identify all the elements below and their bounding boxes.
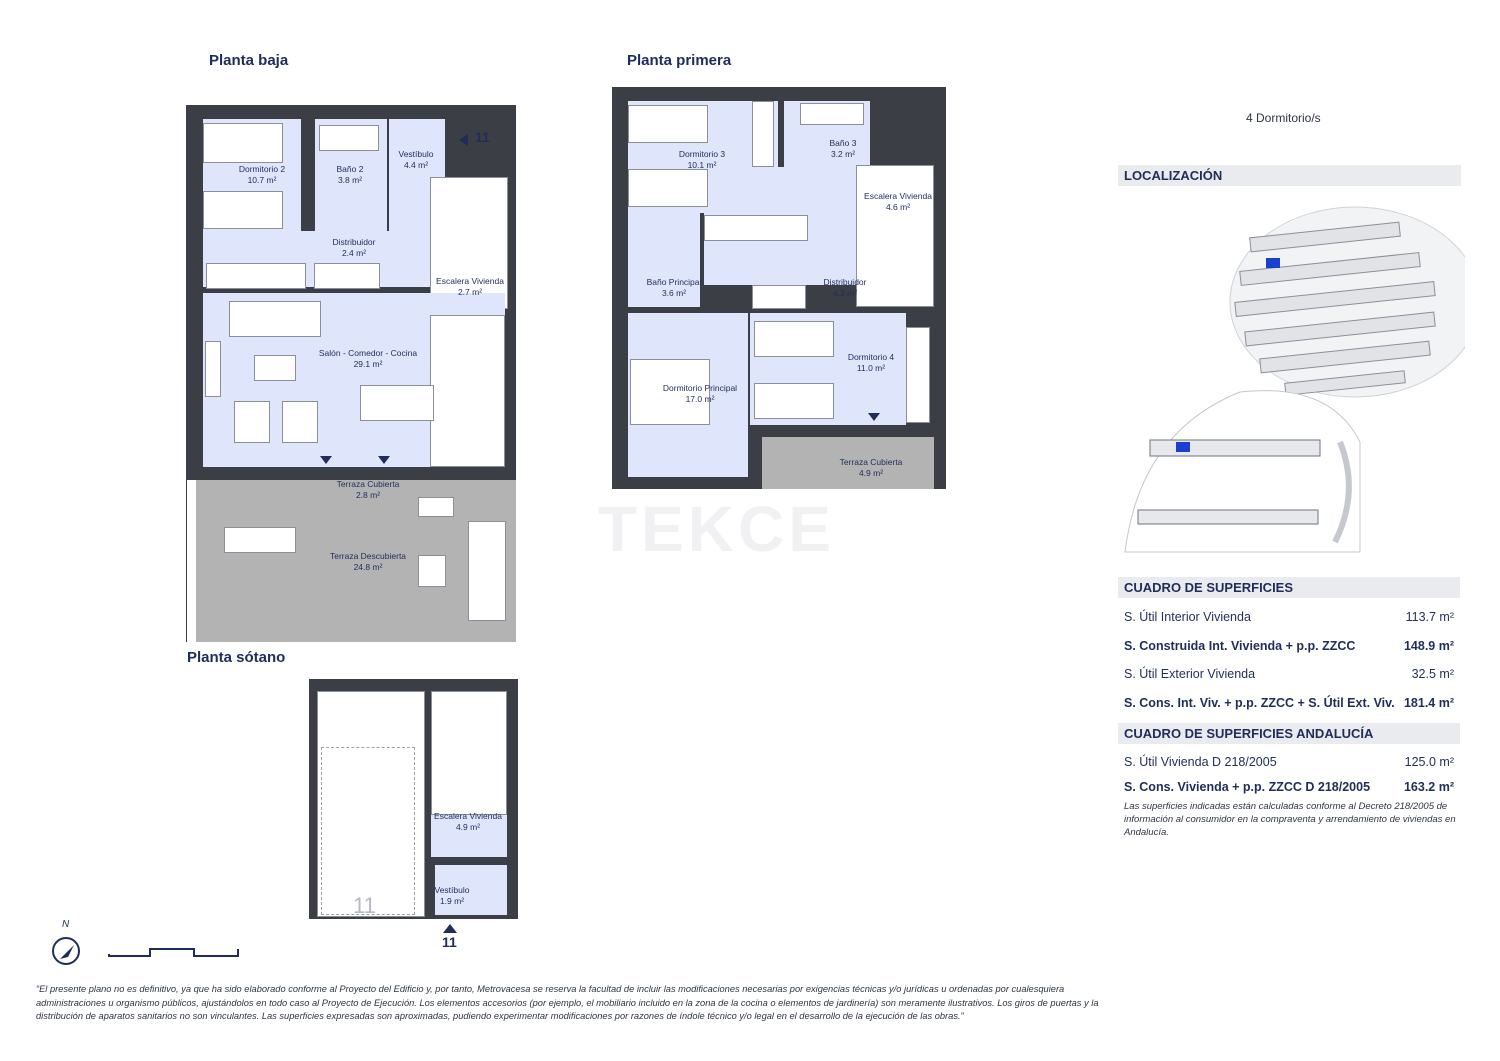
surface-value: 148.9 m² — [1403, 639, 1454, 653]
surface-label: S. Construida Int. Vivienda + p.p. ZZCC — [1124, 639, 1356, 653]
ground-vestibulo-area: 4.4 m² — [403, 160, 429, 170]
wardrobe — [206, 263, 306, 289]
surface-value: 163.2 m² — [1403, 780, 1454, 794]
armchair — [282, 401, 318, 443]
surface-row — [1124, 610, 1454, 624]
wardrobe — [314, 263, 380, 289]
first-escalera-area: 4.6 m² — [885, 202, 911, 212]
first-bath3-area: 3.2 m² — [830, 149, 856, 159]
bathtub — [319, 125, 379, 151]
kitchen-counter — [430, 315, 505, 467]
location-heading: LOCALIZACIÓN — [1118, 165, 1461, 186]
surface-value: 181.4 m² — [1403, 696, 1454, 710]
first-floor-title: Planta primera — [627, 52, 732, 69]
surface-label: S. Cons. Vivienda + p.p. ZZCC D 218/2005 — [1124, 780, 1371, 794]
surface-row — [1124, 639, 1454, 653]
site-plan-icon — [1120, 192, 1465, 554]
location-map — [1120, 192, 1465, 554]
ground-escalera-name: Escalera Vivienda — [436, 276, 504, 286]
bed — [628, 105, 708, 143]
first-dorm4-area: 11.0 m² — [856, 363, 886, 373]
first-distribuidor-name: Distribuidor — [823, 277, 867, 287]
ground-dorm2-area: 10.7 m² — [247, 175, 277, 185]
wardrobe — [704, 215, 808, 241]
andalucia-row — [1124, 755, 1454, 769]
basement-marker-label: 11 — [442, 934, 457, 950]
surface-label: S. Cons. Int. Viv. + p.p. ZZCC + S. Útil Ext. Viv. — [1124, 696, 1395, 710]
wardrobe — [752, 101, 774, 167]
andalucia-heading: CUADRO DE SUPERFICIES ANDALUCÍA — [1118, 723, 1460, 744]
first-terraza-name: Terraza Cubierta — [839, 457, 903, 467]
bed — [628, 169, 708, 207]
outdoor-stool — [418, 555, 446, 587]
north-label: N — [62, 919, 70, 930]
ground-escalera-area: 2.7 m² — [457, 287, 483, 297]
first-dorm-principal-area: 17.0 m² — [685, 394, 715, 404]
basement-plan — [309, 679, 518, 919]
ground-salon-name: Salón - Comedor - Cocina — [318, 348, 418, 358]
first-terraza-area: 4.9 m² — [858, 468, 884, 478]
wardrobe — [906, 327, 930, 423]
ground-terraza-cubierta-name: Terraza Cubierta — [336, 479, 400, 489]
section-arrow-icon — [378, 456, 390, 464]
section-arrow-icon — [868, 413, 880, 421]
sofa — [229, 301, 321, 337]
basement-escalera-area: 4.9 m² — [455, 822, 481, 832]
basement-vestibulo-area: 1.9 m² — [439, 896, 465, 906]
surface-label: S. Útil Interior Vivienda — [1124, 610, 1251, 624]
basement-escalera-name: Escalera Vivienda — [434, 811, 502, 821]
surface-value: 113.7 m² — [1405, 610, 1454, 624]
ground-floor-title: Planta baja — [209, 52, 289, 69]
armchair — [234, 401, 270, 443]
wardrobe — [752, 285, 806, 309]
section-arrow-icon — [443, 924, 457, 933]
first-bano-principal-area: 3.6 m² — [661, 288, 687, 298]
bed — [754, 383, 834, 419]
ground-salon-area: 29.1 m² — [353, 359, 383, 369]
surface-value: 32.5 m² — [1411, 667, 1454, 681]
ground-bath2-name: Baño 2 — [336, 164, 364, 174]
watermark-logo: TEKCE — [598, 493, 835, 565]
first-dorm3-name: Dormitorio 3 — [678, 149, 726, 159]
entrance-arrow-icon — [459, 134, 468, 146]
surfaces-heading: CUADRO DE SUPERFICIES — [1118, 577, 1460, 598]
first-dorm4-name: Dormitorio 4 — [847, 352, 895, 362]
scale-bar-icon — [108, 946, 240, 958]
entrance-marker-label: 11 — [475, 129, 490, 145]
andalucia-note: Las superficies indicadas están calculadas conforme al Decreto 218/2005 de información al consumidor en la compraventa y arrendamiento de viviendas en Andalucía. — [1124, 801, 1456, 838]
first-dorm3-area: 10.1 m² — [687, 160, 717, 170]
surface-label: S. Útil Exterior Vivienda — [1124, 667, 1256, 681]
first-bano-principal-name: Baño Principal — [646, 277, 702, 287]
ground-distribuidor-name: Distribuidor — [332, 237, 376, 247]
parking-number: 11 — [353, 893, 376, 918]
outdoor-sofa — [468, 521, 506, 621]
ground-dorm2-name: Dormitorio 2 — [238, 164, 286, 174]
sideboard — [205, 341, 221, 397]
outdoor-table — [224, 527, 296, 553]
section-arrow-icon — [320, 456, 332, 464]
disclaimer-text: “El presente plano no es definitivo, ya que ha sido elaborado conforme al Proyecto del Edificio y, por tanto, Metrovacesa se reserva la facultad de incluir las modificaciones necesarias por exigencias técnicas y/o jurídicas u ordenadas por cualesquiera administraciones u organismo públicos, ajustándolos en todo caso al Proyecto de Ejecución. Los elementos accesorios (por ejemplo, el mobiliario incluido en la zona de la cocina o elementos de jardinería) son meramente ilustrativos. Los giros de puertas y la distribución de aparatos sanitarios no son vinculantes. Las superficies expresadas son aproximadas, pudiendo experimentar modificaciones por razones de índole técnico y/o legal en el desarrollo de la ejecución de las obras.” — [36, 984, 1099, 1021]
surface-value: 125.0 m² — [1404, 755, 1454, 769]
basement-title: Planta sótano — [187, 649, 286, 666]
terrace-edge — [186, 480, 197, 642]
ground-distribuidor-area: 2.4 m² — [341, 248, 367, 258]
surface-row — [1124, 696, 1454, 710]
first-dorm-principal-name: Dormitorio Principal — [662, 383, 738, 393]
dining-table — [360, 385, 434, 421]
basement-vestibulo-name: Vestíbulo — [434, 885, 470, 895]
ground-terraza-descubierta-area: 24.8 m² — [353, 562, 383, 572]
bed — [203, 191, 283, 229]
bed — [754, 321, 834, 357]
first-escalera-name: Escalera Vivienda — [864, 191, 932, 201]
ground-terraza-descubierta-name: Terraza Descubierta — [329, 551, 407, 561]
first-distribuidor-area: 4.3 m² — [832, 288, 858, 298]
compass-needle-icon — [54, 939, 78, 963]
surface-row — [1124, 667, 1454, 681]
ground-vestibulo-name: Vestíbulo — [398, 149, 434, 159]
ground-terraza-cubierta-area: 2.8 m² — [355, 490, 381, 500]
coffee-table — [254, 355, 296, 381]
andalucia-row — [1124, 780, 1454, 794]
outdoor-bench — [418, 497, 454, 517]
surface-label: S. Útil Vivienda D 218/2005 — [1124, 755, 1277, 769]
car-outline — [321, 747, 415, 915]
compass-icon — [52, 937, 80, 965]
basement-stairs — [431, 691, 507, 815]
bed — [203, 123, 283, 163]
bedrooms-count: 4 Dormitorio/s — [1246, 111, 1321, 125]
first-bath3-name: Baño 3 — [829, 138, 857, 148]
bathtub — [800, 103, 864, 125]
ground-bath2-area: 3.8 m² — [337, 175, 363, 185]
